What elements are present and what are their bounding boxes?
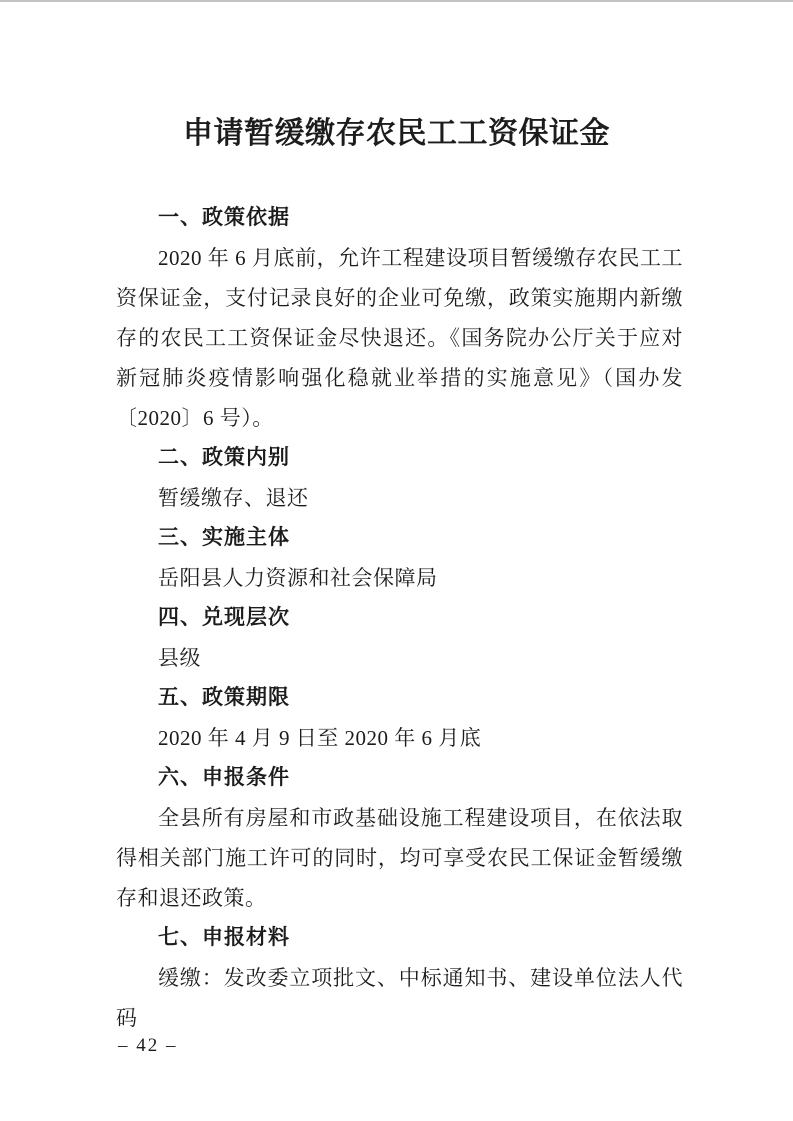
- section-heading: 三、实施主体: [158, 526, 290, 549]
- section-heading: 六、申报条件: [158, 766, 290, 789]
- document-body: [116, 198, 683, 1038]
- section-heading: 二、政策内别: [158, 446, 290, 469]
- scan-top-edge-line: [0, 0, 793, 2]
- section-heading: 五、政策期限: [158, 686, 290, 709]
- page-number: – 42 –: [118, 1035, 178, 1056]
- section-heading: 四、兑现层次: [158, 606, 290, 629]
- section-paragraph: 全县所有房屋和市政基础设施工程建设项目，在依法取得相关部门施工许可的同时，均可享受农民工保证金暂缓缴存和退还政策。: [116, 806, 683, 910]
- section-paragraph: 暂缓缴存、退还: [158, 486, 309, 510]
- section-paragraph: 缓缴：发改委立项批文、中标通知书、建设单位法人代码: [116, 966, 683, 1030]
- section-paragraph: 县级: [158, 646, 201, 670]
- section-paragraph: 2020 年 6 月底前，允许工程建设项目暂缓缴存农民工工资保证金，支付记录良好的企业可免缴，政策实施期内新缴存的农民工工资保证金尽快退还。《国务院办公厅关于应对新冠肺炎疫情影响强化稳就业举措的实施意见》（国办发〔2020〕6 号）。: [116, 246, 683, 430]
- section-paragraph: 2020 年 4 月 9 日至 2020 年 6 月底: [158, 726, 482, 750]
- section-paragraph: 岳阳县人力资源和社会保障局: [158, 566, 438, 590]
- section-heading: 七、申报材料: [158, 926, 290, 949]
- section-heading: 一、政策依据: [158, 206, 290, 229]
- document-title: 申请暂缓缴存农民工工资保证金: [183, 117, 610, 150]
